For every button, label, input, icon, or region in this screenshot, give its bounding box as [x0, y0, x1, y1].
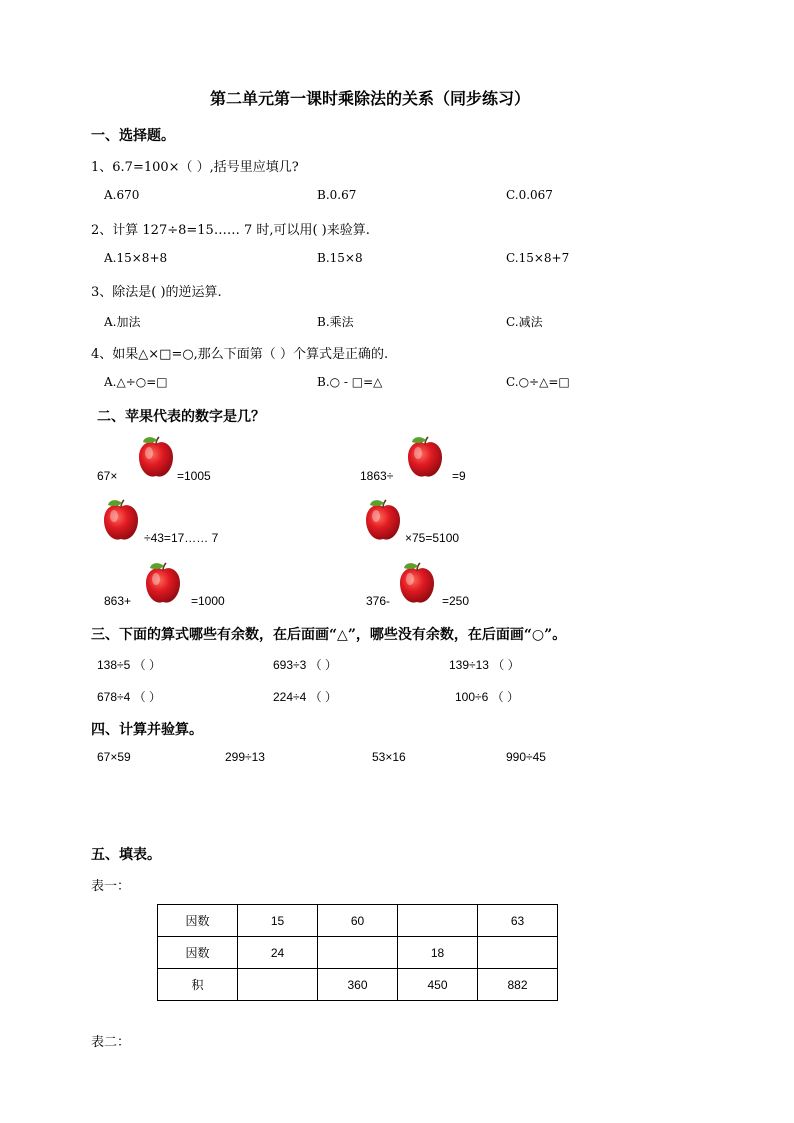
q1-option-b: B.0.67	[317, 188, 357, 202]
table-cell: 因数	[158, 905, 238, 937]
table-cell: 60	[318, 905, 398, 937]
q3-option-b: B.乘法	[317, 315, 354, 329]
q3-option-c: C.减法	[506, 315, 543, 329]
table-2-label: 表二：	[91, 1035, 131, 1050]
section-3-heading: 三、下面的算式哪些有余数，在后面画“△”，哪些没有余数，在后面画“○”。	[91, 627, 567, 643]
q4-option-c: C.○÷△=□	[506, 375, 570, 389]
apple-eq-5-right: =1000	[191, 594, 225, 608]
q2-option-b: B.15×8	[317, 251, 363, 265]
apple-eq-6-right: =250	[442, 594, 470, 608]
calc-item: 53×16	[372, 750, 406, 764]
q2-option-a: A.15×8+8	[104, 251, 168, 265]
question-3: 3、除法是( )的逆运算.	[91, 285, 222, 300]
apple-eq-2-right: =9	[452, 469, 466, 483]
remainder-item: 100÷6 （ ）	[455, 690, 519, 704]
q2-option-c: C.15×8+7	[506, 251, 570, 265]
table-cell: 882	[478, 969, 558, 1001]
apple-eq-1-left: 67×	[97, 469, 118, 483]
section-1-heading: 一、选择题。	[91, 128, 175, 144]
apple-eq-2-left: 1863÷	[360, 469, 394, 483]
table-cell	[318, 937, 398, 969]
apple-eq-5-left: 863+	[104, 594, 132, 608]
table-cell: 因数	[158, 937, 238, 969]
q4-option-b: B.○ - □=△	[317, 375, 383, 389]
apple-icon	[405, 436, 445, 480]
factor-table-1	[157, 904, 558, 1001]
table-cell: 18	[398, 937, 478, 969]
table-row	[158, 905, 558, 937]
table-cell: 360	[318, 969, 398, 1001]
page-title: 第二单元第一课时乘除法的关系（同步练习）	[210, 89, 531, 108]
table-row	[158, 937, 558, 969]
table-row	[158, 969, 558, 1001]
table-1-label: 表一：	[91, 879, 131, 894]
apple-icon	[136, 436, 176, 480]
apple-eq-4-right: ×75=5100	[405, 531, 460, 545]
apple-eq-3-right: ÷43=17…… 7	[144, 531, 219, 545]
section-2-heading: 二、苹果代表的数字是几？	[97, 409, 265, 425]
table-cell	[238, 969, 318, 1001]
section-5-heading: 五、填表。	[91, 847, 161, 863]
remainder-item: 224÷4 （ ）	[273, 690, 337, 704]
q1-option-c: C.0.067	[506, 188, 553, 202]
q3-option-a: A.加法	[104, 315, 141, 329]
remainder-item: 693÷3 （ ）	[273, 658, 337, 672]
apple-icon	[101, 499, 141, 543]
apple-icon	[397, 562, 437, 606]
apple-icon	[143, 562, 183, 606]
table-cell	[478, 937, 558, 969]
table-cell: 积	[158, 969, 238, 1001]
apple-icon	[363, 499, 403, 543]
apple-eq-1-right: =1005	[177, 469, 211, 483]
q4-option-a: A.△÷○=□	[104, 375, 168, 389]
question-4: 4、如果△×□=○,那么下面第（ ）个算式是正确的.	[91, 347, 389, 362]
table-cell: 15	[238, 905, 318, 937]
question-1: 1、6.7=100×（ ）,括号里应填几?	[91, 160, 299, 175]
q1-option-a: A.670	[104, 188, 140, 202]
calc-item: 299÷13	[225, 750, 265, 764]
calc-item: 990÷45	[506, 750, 546, 764]
table-cell: 63	[478, 905, 558, 937]
question-2: 2、计算 127÷8=15…… 7 时,可以用( )来验算.	[91, 223, 370, 238]
remainder-item: 139÷13 （ ）	[449, 658, 520, 672]
remainder-item: 678÷4 （ ）	[97, 690, 161, 704]
remainder-item: 138÷5 （ ）	[97, 658, 161, 672]
table-cell: 24	[238, 937, 318, 969]
section-4-heading: 四、计算并验算。	[91, 722, 203, 738]
table-cell	[398, 905, 478, 937]
table-cell: 450	[398, 969, 478, 1001]
apple-eq-6-left: 376-	[366, 594, 391, 608]
calc-item: 67×59	[97, 750, 131, 764]
